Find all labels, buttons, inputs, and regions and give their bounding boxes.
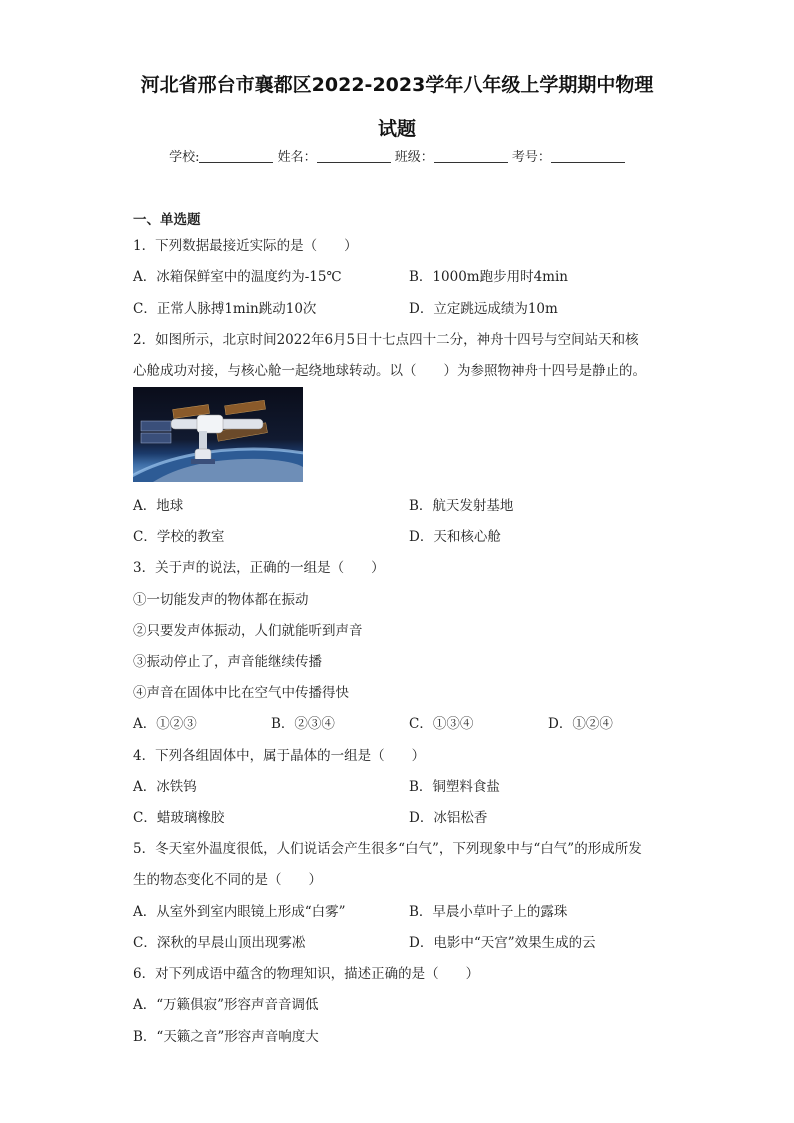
question-1-option-c[interactable]: C．正常人脉搏1min跳动10次 bbox=[133, 301, 317, 317]
question-3-statement-2: ②只要发声体振动，人们就能听到声音 bbox=[133, 623, 363, 639]
space-station-illustration bbox=[133, 387, 303, 482]
question-2-stem-line-1: 2．如图所示，北京时间2022年6月5日十七点四十二分，神舟十四号与空间站天和核 bbox=[133, 332, 639, 348]
question-5-option-b[interactable]: B．早晨小草叶子上的露珠 bbox=[409, 904, 568, 920]
question-5-stem-line-1: 5．冬天室外温度很低，人们说话会产生很多“白气”，下列现象中与“白气”的形成所发 bbox=[133, 841, 642, 857]
question-4-option-d[interactable]: D．冰铝松香 bbox=[409, 810, 488, 826]
question-5-stem-line-2: 生的物态变化不同的是（ ） bbox=[133, 872, 322, 888]
page-title-continued: 试题 bbox=[377, 118, 416, 140]
question-3-option-b[interactable]: B．②③④ bbox=[271, 716, 335, 732]
section-heading: 一、单选题 bbox=[133, 212, 201, 228]
question-5-option-c[interactable]: C．深秋的早晨山顶出现雾凇 bbox=[133, 935, 306, 951]
question-4-option-b[interactable]: B．铜塑料食盐 bbox=[409, 779, 500, 795]
question-3-stem: 3．关于声的说法，正确的一组是（ ） bbox=[133, 560, 385, 576]
question-2-option-b[interactable]: B．航天发射基地 bbox=[409, 498, 514, 514]
question-3-statement-1: ①一切能发声的物体都在振动 bbox=[133, 592, 309, 608]
question-2-option-d[interactable]: D．天和核心舱 bbox=[409, 529, 501, 545]
question-3-option-d[interactable]: D．①②④ bbox=[548, 716, 613, 732]
question-5-option-d[interactable]: D．电影中“天宫”效果生成的云 bbox=[409, 935, 596, 951]
question-1-option-d[interactable]: D．立定跳远成绩为10m bbox=[409, 301, 558, 317]
question-4-option-c[interactable]: C．蜡玻璃橡胶 bbox=[133, 810, 225, 826]
student-info-line bbox=[0, 146, 794, 165]
school-label: 学校: bbox=[169, 150, 200, 165]
name-blank[interactable] bbox=[317, 148, 391, 163]
question-2-stem-line-2: 心舱成功对接，与核心舱一起绕地球转动。以（ ）为参照物神舟十四号是静止的。 bbox=[133, 363, 646, 379]
school-blank[interactable] bbox=[199, 148, 273, 163]
question-2-option-c[interactable]: C．学校的教室 bbox=[133, 529, 225, 545]
question-1-stem: 1．下列数据最接近实际的是（ ） bbox=[133, 238, 358, 254]
class-label: 班级： bbox=[394, 150, 434, 165]
question-3-option-a[interactable]: A．①②③ bbox=[133, 716, 197, 732]
question-1-option-b[interactable]: B．1000m跑步用时4min bbox=[409, 269, 568, 285]
id-blank[interactable] bbox=[551, 148, 625, 163]
question-1-option-a[interactable]: A．冰箱保鲜室中的温度约为-15℃ bbox=[133, 269, 342, 285]
question-6-option-b[interactable]: B．“天籁之音”形容声音响度大 bbox=[133, 1029, 319, 1045]
space-station-photo bbox=[133, 387, 303, 482]
question-6-option-a[interactable]: A．“万籁俱寂”形容声音音调低 bbox=[133, 997, 319, 1013]
question-5-option-a[interactable]: A．从室外到室内眼镜上形成“白雾” bbox=[133, 904, 346, 920]
question-4-stem: 4．下列各组固体中，属于晶体的一组是（ ） bbox=[133, 748, 426, 764]
name-label: 姓名： bbox=[277, 150, 317, 165]
id-label: 考号： bbox=[511, 150, 551, 165]
question-4-option-a[interactable]: A．冰铁钨 bbox=[133, 779, 197, 795]
question-3-statement-4: ④声音在固体中比在空气中传播得快 bbox=[133, 685, 349, 701]
question-2-option-a[interactable]: A．地球 bbox=[133, 498, 184, 514]
question-3-statement-3: ③振动停止了，声音能继续传播 bbox=[133, 654, 322, 670]
page-title: 河北省邢台市襄都区2022-2023学年八年级上学期期中物理 bbox=[140, 74, 654, 96]
question-6-stem: 6．对下列成语中蕴含的物理知识，描述正确的是（ ） bbox=[133, 966, 480, 982]
question-3-option-c[interactable]: C．①③④ bbox=[409, 716, 474, 732]
class-blank[interactable] bbox=[434, 148, 508, 163]
